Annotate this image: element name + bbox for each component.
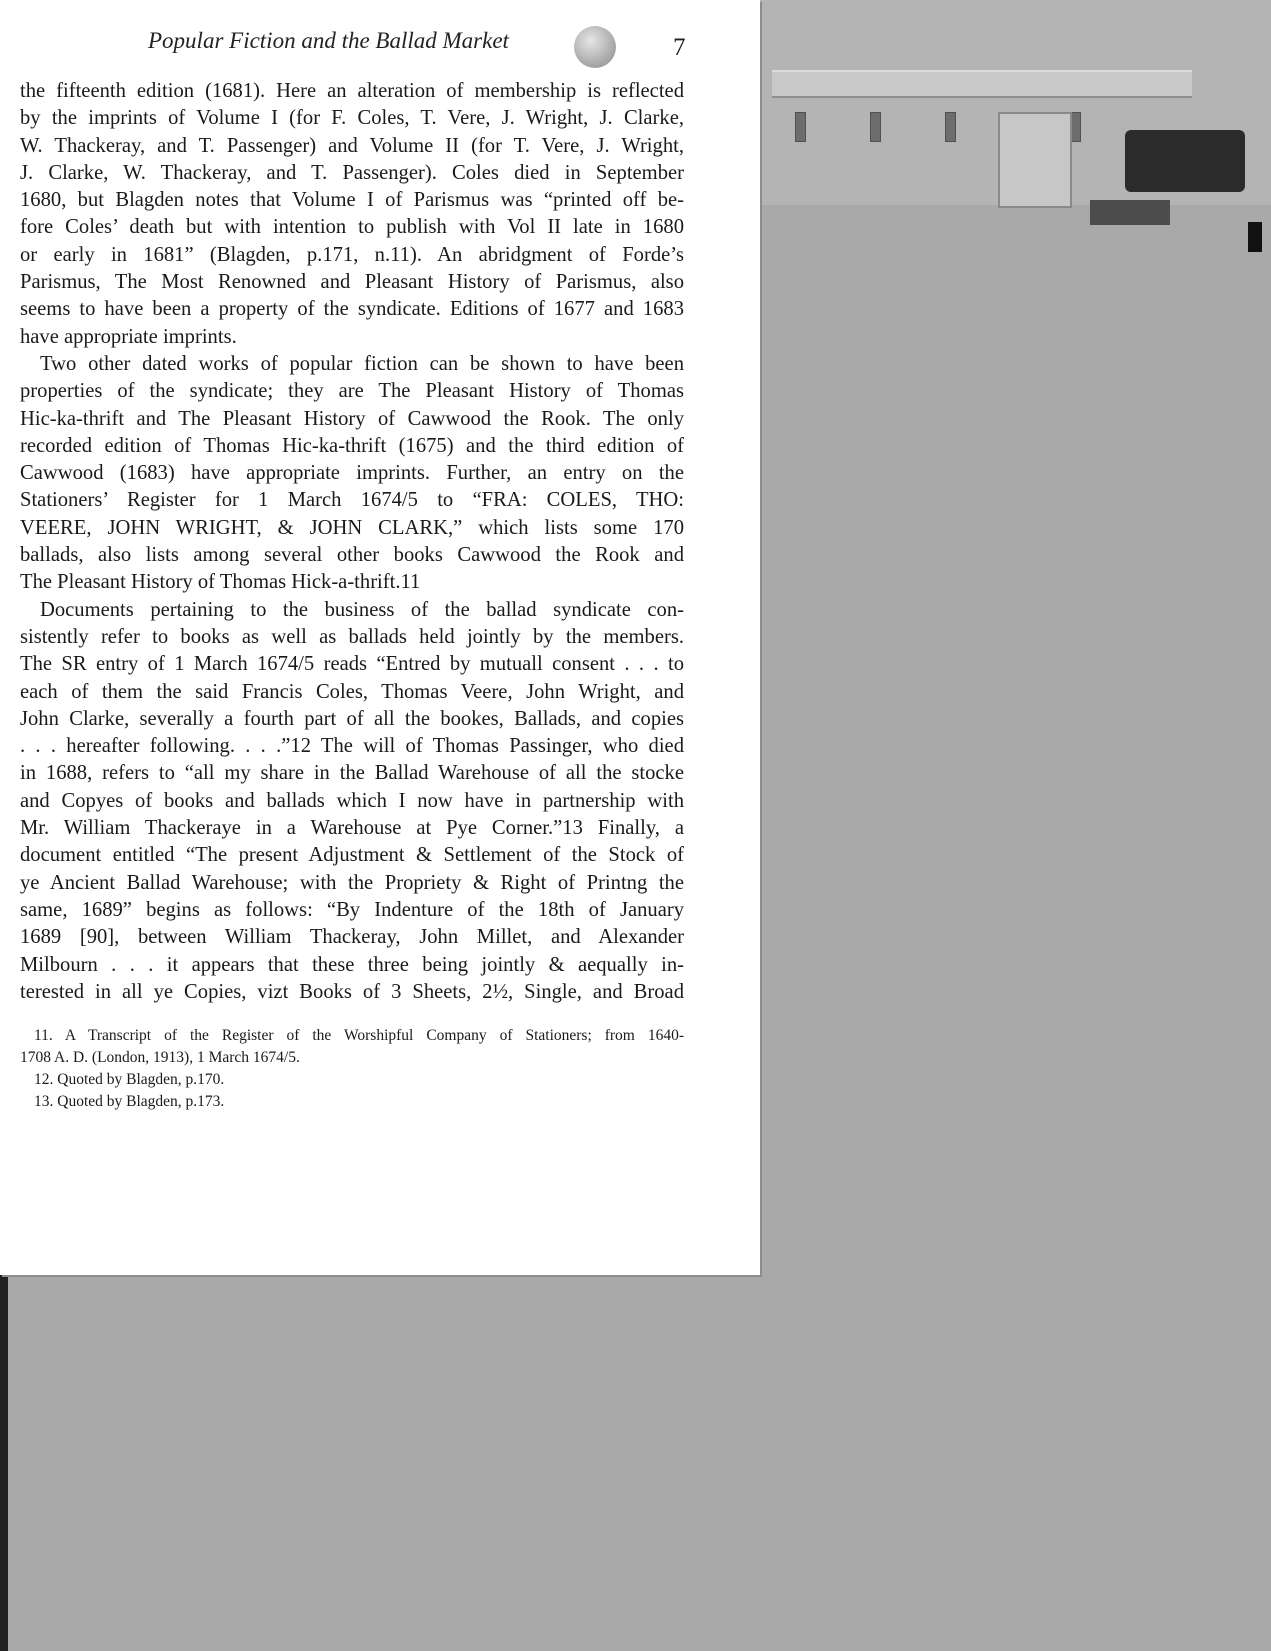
text-line: by the imprints of Volume I (for F. Coles, T. Vere, J. Wright, J. Clarke, [20, 107, 684, 130]
text-line: The SR entry of 1 March 1674/5 reads “Entred by mutuall consent . . . to [20, 653, 684, 676]
text-line: Mr. William Thackeraye in a Warehouse at Pye Corner.”13 Finally, a [20, 817, 684, 840]
text-line: W. Thackeray, and T. Passenger) and Volume II (for T. Vere, J. Wright, [20, 134, 684, 157]
scanner-edge [0, 1270, 8, 1651]
scanner-bay [998, 112, 1072, 208]
text-line: and Copyes of books and ballads which I now have in partnership with [20, 789, 684, 812]
text-line: recorded edition of Thomas Hic-ka-thrift (1675) and the third edition of [20, 434, 684, 457]
text-line: document entitled “The present Adjustment & Settlement of the Stock of [20, 844, 684, 867]
text-line: Milbourn . . . it appears that these three being jointly & aequally in- [20, 953, 684, 976]
text-line: Documents pertaining to the business of the ballad syndicate con- [40, 598, 684, 621]
scanner-roller [1125, 130, 1245, 192]
footnotes [20, 1025, 684, 1113]
text-line: each of them the said Francis Coles, Thomas Veere, John Wright, and [20, 680, 684, 703]
body-text [20, 78, 684, 1006]
text-line: ballads, also lists among several other books Cawwood the Rook and [20, 544, 684, 567]
text-line: same, 1689” begins as follows: “By Indenture of the 18th of January [20, 898, 684, 921]
text-line: . . . hereafter following. . . .”12 The will of Thomas Passinger, who died [20, 735, 684, 758]
scanner-slot [870, 112, 881, 142]
footnote: 11. A Transcript of the Register of the Worshipful Company of Stationers; from 1640- [34, 1027, 684, 1044]
text-line: Parismus, The Most Renowned and Pleasant History of Parismus, also [20, 271, 684, 294]
text-line: in 1688, refers to “all my share in the Ballad Warehouse of all the stocke [20, 762, 684, 785]
text-line: ye Ancient Ballad Warehouse; with the Propriety & Right of Printng the [20, 871, 684, 894]
punch-hole [574, 26, 616, 68]
text-line: Cawwood (1683) have appropriate imprints. Further, an entry on the [20, 462, 684, 485]
scanner-slot [945, 112, 956, 142]
text-line: have appropriate imprints. [20, 325, 237, 348]
footnote-continuation: 1708 A. D. (London, 1913), 1 March 1674/5. [20, 1049, 300, 1066]
text-line: Stationers’ Register for 1 March 1674/5 to “FRA: COLES, THO: [20, 489, 684, 512]
text-line: Two other dated works of popular fiction can be shown to have been [40, 352, 684, 375]
text-line: properties of the syndicate; they are The Pleasant History of Thomas [20, 380, 684, 403]
text-line: or early in 1681” (Blagden, p.171, n.11). An abridgment of Forde’s [20, 243, 684, 266]
scanner-clip [1248, 222, 1262, 252]
scanner-rail [772, 70, 1192, 98]
footnote: 13. Quoted by Blagden, p.173. [34, 1093, 225, 1110]
scanner-sensor [1090, 200, 1170, 225]
text-line: Hic-ka-thrift and The Pleasant History of Cawwood the Rook. The only [20, 407, 684, 430]
footnote: 12. Quoted by Blagden, p.170. [34, 1071, 225, 1088]
running-head: Popular Fiction and the Ballad Market [148, 28, 509, 53]
text-line: fore Coles’ death but with intention to publish with Vol II late in 1680 [20, 216, 684, 239]
scanner-slot [795, 112, 806, 142]
scanned-page [0, 0, 760, 1275]
text-line: 1680, but Blagden notes that Volume I of Parismus was “printed off be- [20, 189, 684, 212]
text-line: the fifteenth edition (1681). Here an alteration of membership is reflected [20, 80, 684, 102]
text-line: 1689 [90], between William Thackeray, John Millet, and Alexander [20, 926, 684, 949]
text-line: J. Clarke, W. Thackeray, and T. Passenger). Coles died in September [20, 161, 684, 184]
text-line: The Pleasant History of Thomas Hick-a-thrift.11 [20, 571, 421, 594]
text-line: sistently refer to books as well as ballads held jointly by the members. [20, 625, 684, 648]
page-number: 7 [673, 34, 686, 61]
text-line: terested in all ye Copies, vizt Books of 3 Sheets, 2½, Single, and Broad [20, 980, 684, 1003]
text-line: John Clarke, severally a fourth part of all the bookes, Ballads, and copies [20, 707, 684, 730]
text-line: VEERE, JOHN WRIGHT, & JOHN CLARK,” which lists some 170 [20, 516, 684, 539]
text-line: seems to have been a property of the syndicate. Editions of 1677 and 1683 [20, 298, 684, 321]
